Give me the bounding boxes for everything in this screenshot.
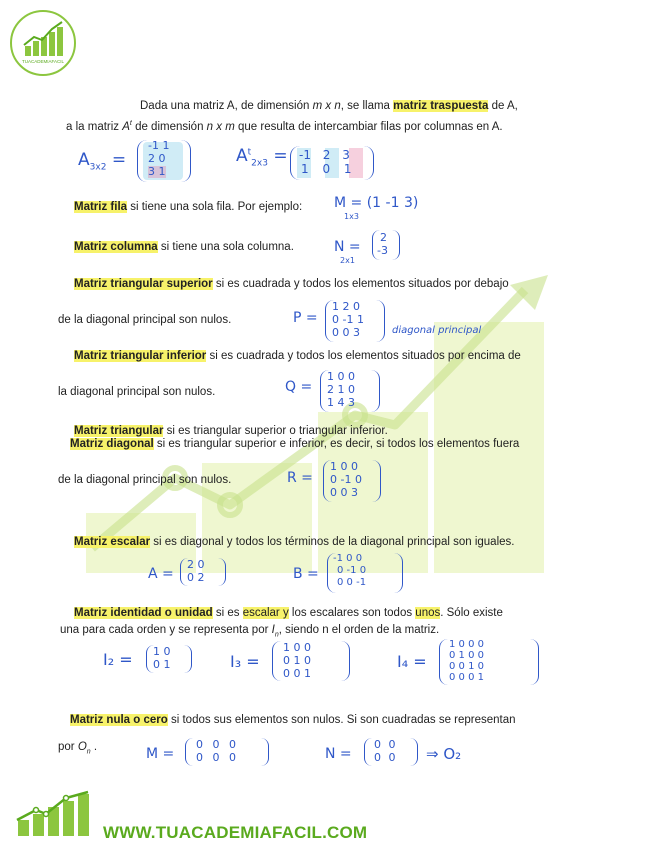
matrix-row: 1 0 0 0: [449, 639, 484, 650]
hand-i4-label: I₄ =: [397, 652, 427, 671]
matrix-row: -1 2 3: [299, 148, 350, 162]
matrix-row: 0 -1 0: [330, 473, 362, 486]
a-sub: 3x2: [89, 162, 107, 173]
hand-nula-n-label: N =: [325, 746, 352, 762]
def-tinf-2: la diagonal principal son nulos.: [58, 386, 216, 398]
def-fila: [74, 200, 302, 214]
term-triangular: Matriz triangular: [74, 425, 164, 437]
def-columna: [74, 240, 294, 254]
chart-logo-icon: [12, 12, 74, 74]
footer-chart-logo-icon: [14, 790, 94, 840]
hand-i2-matrix: [146, 645, 192, 673]
hand-i2-label: I₂ =: [103, 650, 133, 669]
matrix-row: 3 1: [148, 165, 166, 178]
matrix-row: 0 0: [374, 751, 396, 764]
intro-text: que resulta de intercambiar filas por columnas en A.: [234, 120, 503, 133]
matrix-row: 0 0: [374, 738, 396, 751]
def-tsup: [74, 277, 509, 291]
intro-text: de dimensión: [131, 120, 207, 133]
hand-escalar-b-matrix: [327, 553, 403, 593]
matrix-row: 0 1 0: [283, 654, 311, 667]
def-text: si es: [212, 607, 243, 619]
hand-escalar-a-matrix: [180, 558, 226, 586]
at-label: A: [236, 146, 248, 166]
logo-top: [10, 10, 76, 76]
matrix-row: 2 1 0: [327, 383, 355, 396]
dimension: m x n: [312, 100, 341, 112]
term-tsup: Matriz triangular superior: [74, 278, 213, 290]
symbol: I: [271, 624, 275, 636]
matrix-row: 2 0: [148, 152, 166, 165]
hand-at-matrix: [290, 146, 374, 180]
symbol: A: [122, 120, 130, 133]
matrix-row: 0 1 0 0: [449, 650, 484, 661]
def-escalar: [74, 535, 514, 549]
matrix-row: -3: [377, 244, 388, 257]
hand-q-matrix: [320, 370, 380, 412]
matrix-row: 0 0 0: [196, 738, 236, 751]
matrix-row: 0 0 0: [196, 751, 236, 764]
hand-fila-sub: 1x3: [344, 212, 359, 221]
matrix-row: 1 0 1: [301, 162, 352, 176]
matrix-row: 0 -1 0: [337, 565, 367, 576]
footer-url[interactable]: WWW.TUACADEMIAFACIL.COM: [103, 823, 368, 842]
hand-col-matrix: [372, 230, 400, 260]
term-escalar: Matriz escalar: [74, 536, 151, 548]
term-fila: Matriz fila: [74, 201, 128, 213]
hand-escalar-a-label: A =: [148, 566, 174, 582]
symbol-sub: n: [86, 748, 91, 756]
hand-nula-m-matrix: [185, 738, 269, 766]
hand-escalar-b-label: B =: [293, 566, 319, 582]
hand-nula-m-label: M =: [146, 746, 175, 762]
matrix-row: 1 0 0: [330, 460, 358, 473]
def-identidad-2: [60, 623, 439, 642]
hand-r-matrix: [323, 460, 381, 502]
matrix-row: -1 1: [148, 139, 170, 152]
term-traspuesta: matriz traspuesta: [393, 100, 489, 112]
def-diagonal: [70, 437, 519, 451]
matrix-row: 0 -1 1: [332, 313, 364, 326]
hand-fila: M = (1 -1 3): [334, 195, 419, 211]
hand-col-sub: 2x1: [340, 256, 355, 265]
def-text: si es cuadrada y todos los elementos situados por encima de: [206, 350, 521, 362]
hand-col-label: N =: [334, 239, 361, 255]
term-columna: Matriz columna: [74, 241, 158, 253]
matrix-row: 0 0 1 0: [449, 661, 484, 672]
hand-nula-n-matrix: [364, 738, 418, 766]
matrix-row: 0 0 -1: [337, 577, 367, 588]
hand-a-matrix: [137, 140, 191, 182]
at-sup: t: [247, 147, 252, 158]
def-text: una para cada orden y se representa por: [60, 624, 272, 636]
matrix-row: 2 0: [187, 558, 205, 571]
term-nula: Matriz nula o cero: [70, 714, 168, 726]
def-text: si tiene una sola fila. Por ejemplo:: [127, 201, 303, 213]
intro-text: a la matriz: [66, 120, 123, 133]
matrix-row: 0 0 3: [332, 326, 360, 339]
def-triangular: [74, 424, 388, 438]
hand-r-label: R =: [287, 470, 313, 486]
intro-text: , se llama: [340, 100, 394, 112]
symbol: O: [77, 741, 87, 753]
symbol-sup: t: [129, 120, 132, 127]
hand-q-label: Q =: [285, 379, 313, 395]
intro-line-1: [140, 99, 518, 113]
def-diagonal-2: de la diagonal principal son nulos.: [58, 474, 232, 486]
term-tinf: Matriz triangular inferior: [74, 350, 207, 362]
def-text: si todos sus elementos son nulos. Si son cuadradas se representan: [167, 714, 516, 726]
matrix-row: 1 2 0: [332, 300, 360, 313]
def-text: si es diagonal y todos los términos de la diagonal principal son iguales.: [150, 536, 515, 548]
hand-p-label: P =: [293, 310, 318, 326]
hand-at: $A^t_{2x3}$ =: [236, 146, 288, 169]
def-nula: [70, 713, 516, 727]
at-sub: 2x3: [251, 158, 268, 169]
def-text-highlight: escalar y: [242, 607, 289, 619]
matrix-row: 0 0 3: [330, 486, 358, 499]
hand-p-matrix: [325, 300, 385, 342]
intro-text: de A,: [488, 100, 518, 112]
matrix-row: 0 0 0 1: [449, 672, 484, 683]
def-text: los escalares son todos: [288, 607, 416, 619]
hand-i3-matrix: [272, 641, 350, 681]
matrix-row: -1 0 0: [333, 553, 363, 564]
def-tinf: [74, 349, 521, 363]
def-text: si tiene una sola columna.: [157, 241, 294, 253]
def-nula-2: [58, 740, 97, 759]
matrix-row: 0 0 1: [283, 667, 311, 680]
term-diagonal: Matriz diagonal: [70, 438, 154, 450]
matrix-row: 1 4 3: [327, 396, 355, 409]
dimension: n x m: [206, 120, 235, 133]
matrix-row: 1 0: [153, 645, 171, 658]
def-text: .: [90, 741, 98, 753]
def-text: si es triangular superior e inferior, es decir, si todos los elementos fuera: [153, 438, 520, 450]
matrix-row: 2: [380, 231, 387, 244]
def-text: por: [58, 741, 78, 753]
def-identidad: [74, 606, 503, 620]
hand-p-note: diagonal principal: [392, 325, 482, 336]
term-identidad: Matriz identidad o unidad: [74, 607, 213, 619]
def-tsup-2: de la diagonal principal son nulos.: [58, 314, 232, 326]
def-text-highlight: unos: [415, 607, 441, 619]
symbol-sub: n: [274, 631, 279, 639]
logo-top-text: TUACADEMIAFACIL: [21, 59, 64, 64]
hand-a: $A_{3x2}$ =: [78, 150, 127, 173]
hand-i3-label: I₃ =: [230, 652, 260, 671]
hand-i4-matrix: [439, 639, 539, 685]
matrix-row: 1 0 0: [327, 370, 355, 383]
a-label: A: [78, 150, 90, 170]
matrix-row: 1 0 0: [283, 641, 311, 654]
matrix-row: 0 1: [153, 658, 171, 671]
def-text: si es cuadrada y todos los elementos situados por debajo: [212, 278, 509, 290]
hand-nula-o: ⇒ O₂: [426, 745, 462, 763]
def-text: . Sólo existe: [440, 607, 503, 619]
def-text: , siendo n el orden de la matriz.: [278, 624, 440, 636]
intro-line-2: [66, 117, 503, 134]
matrix-row: 0 2: [187, 571, 205, 584]
intro-text: Dada una matriz A, de dimensión: [140, 100, 313, 112]
def-text: si es triangular superior o triangular inferior.: [163, 425, 388, 437]
